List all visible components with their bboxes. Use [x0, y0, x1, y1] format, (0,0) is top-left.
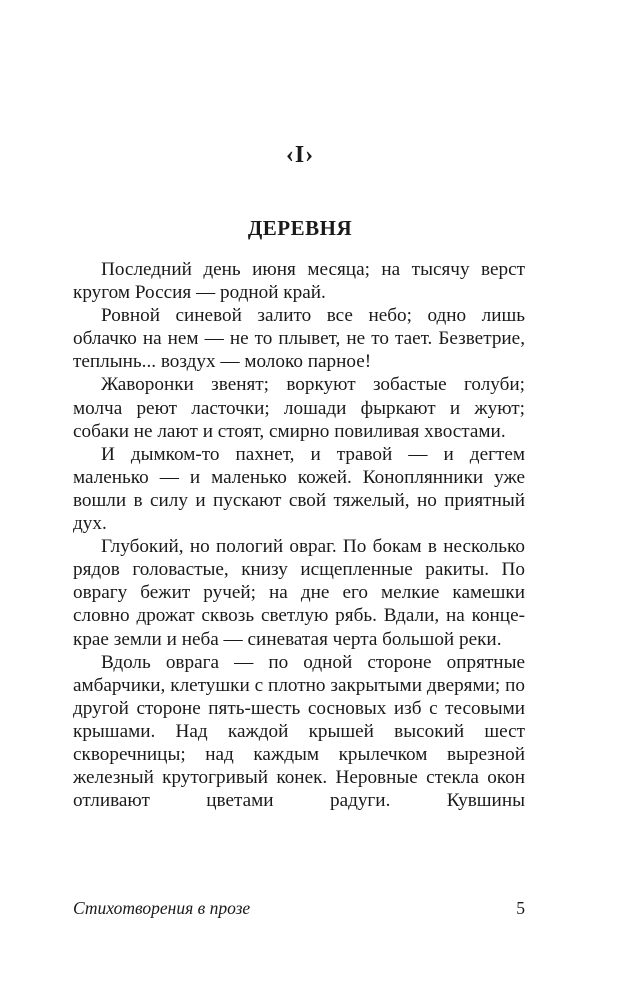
- paragraph: Жаворонки звенят; воркуют зобастые голуби; молча реют ласточки; лошади фыркают и жуют; собаки не лают и стоят, смирно повиливая хвостами.: [73, 374, 525, 442]
- paragraph: И дымком-то пахнет, и травой — и дегтем маленько — и маленько кожей. Коноплянники уже вошли в силу и пускают свой тяжелый, но приятный дух.: [73, 443, 525, 535]
- paragraph: Глубокий, но пологий овраг. По бокам в несколько рядов головастые, книзу исщепленные ракиты. По оврагу бежит ручей; на дне его мелкие камешки словно дрожат сквозь светлую рябь. Вдали, на конце-крае земли и неба — синеватая черта большой реки.: [73, 536, 525, 650]
- paragraph: Ровной синевой залито все небо; одно лишь облачко на нем — не то плывет, не то тает. Безветрие, теплынь... воздух — молоко парное!: [73, 305, 525, 373]
- page-footer: [73, 898, 525, 922]
- paragraph: Вдоль оврага — по одной стороне опрятные амбарчики, клетушки с плотно закрытыми дверями; по другой стороне пять-шесть сосновых изб с тесовыми крышами. Над каждой крышей высокий шест скворечницы; над каждым крылечком вырезной железный крутогривый конек. Неровные стекла окон отливают цветами радуги. Кувшины: [73, 651, 525, 812]
- page-number: 5: [516, 898, 525, 918]
- running-footer-title: Стихотворения в прозе: [73, 898, 251, 918]
- section-number: ‹I›: [285, 142, 315, 168]
- chapter-title: ДЕРЕВНЯ: [247, 216, 353, 240]
- body-text: [73, 258, 525, 812]
- paragraph: Последний день июня месяца; на тысячу верст кругом Россия — родной край.: [73, 259, 525, 304]
